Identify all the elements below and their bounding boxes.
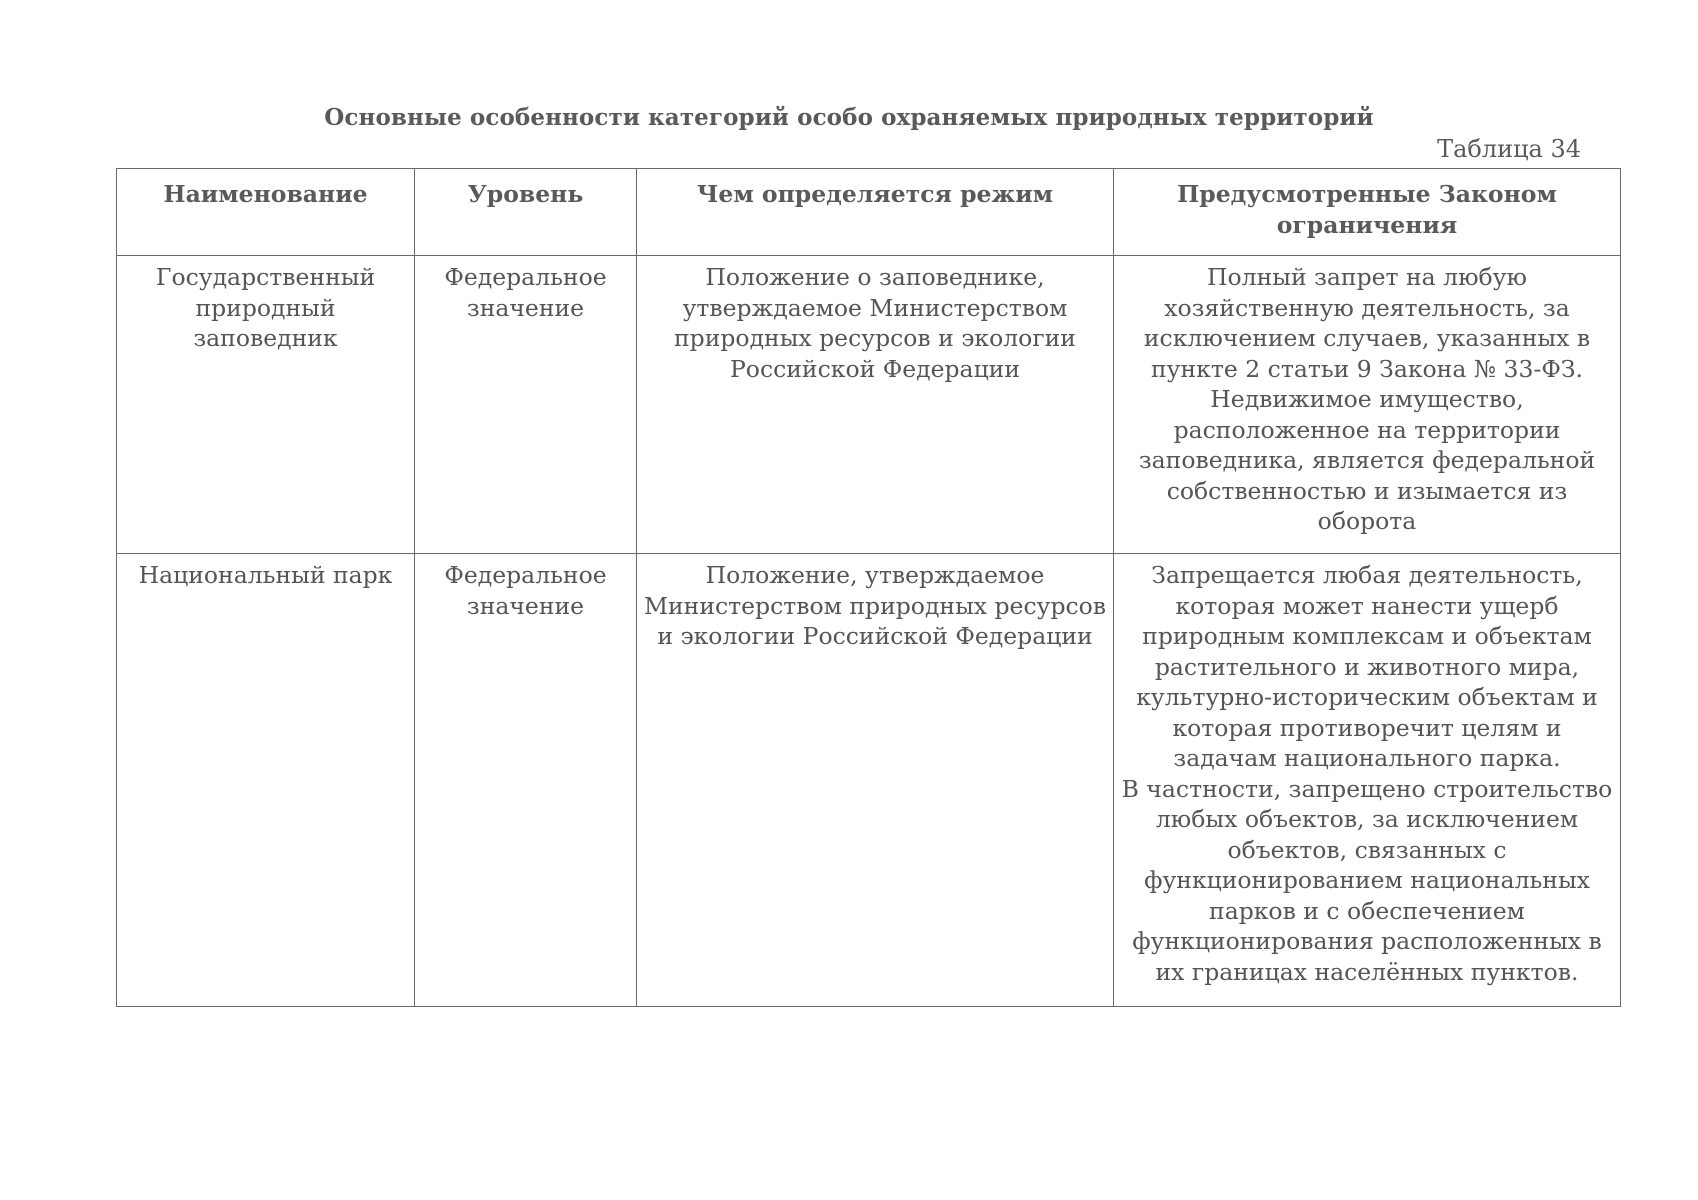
restriction-paragraph: Недвижимое имущество, расположенное на территории заповедника, является федеральной собственностью и изымается из оборота: [1138, 385, 1596, 535]
cell-regime: Положение о заповеднике, утверждаемое Министерством природных ресурсов и экологии Российской Федерации: [637, 256, 1114, 554]
table-number: Таблица 34: [1437, 135, 1581, 163]
restriction-paragraph: Полный запрет на любую хозяйственную деятельность, за исключением случаев, указанных в пункте 2 статьи 9 Закона № 33-ФЗ.: [1143, 263, 1591, 383]
document-title: Основные особенности категорий особо охраняемых природных территорий: [324, 104, 1374, 131]
cell-name: Национальный парк: [117, 554, 415, 1007]
restriction-paragraph: Запрещается любая деятельность, которая может нанести ущерб природным комплексам и объектам растительного и животного мира, культурно-историческим объектам и которая противоречит целям и задачам национального парка.: [1136, 561, 1598, 772]
cell-regime: Положение, утверждаемое Министерством природных ресурсов и экологии Российской Федерации: [637, 554, 1114, 1007]
cell-restrictions: [1114, 554, 1621, 1007]
table-header-row: [117, 169, 1621, 256]
table-row: [117, 256, 1621, 554]
cell-name: Государственный природный заповедник: [117, 256, 415, 554]
cell-level: Федеральное значение: [415, 554, 637, 1007]
cell-level: Федеральное значение: [415, 256, 637, 554]
header-regime: Чем определяется режим: [637, 169, 1114, 256]
restriction-paragraph: В частности, запрещено строительство любых объектов, за исключением объектов, связанных с функционированием национальных парков и с обеспечением функционирования расположенных в их границах населённых пунктов.: [1121, 774, 1613, 986]
header-name: Наименование: [117, 169, 415, 256]
protected-areas-table: [116, 168, 1621, 1007]
header-restrictions: Предусмотренные Законом ограничения: [1114, 169, 1621, 256]
header-level: Уровень: [415, 169, 637, 256]
cell-restrictions: [1114, 256, 1621, 554]
table-row: [117, 554, 1621, 1007]
